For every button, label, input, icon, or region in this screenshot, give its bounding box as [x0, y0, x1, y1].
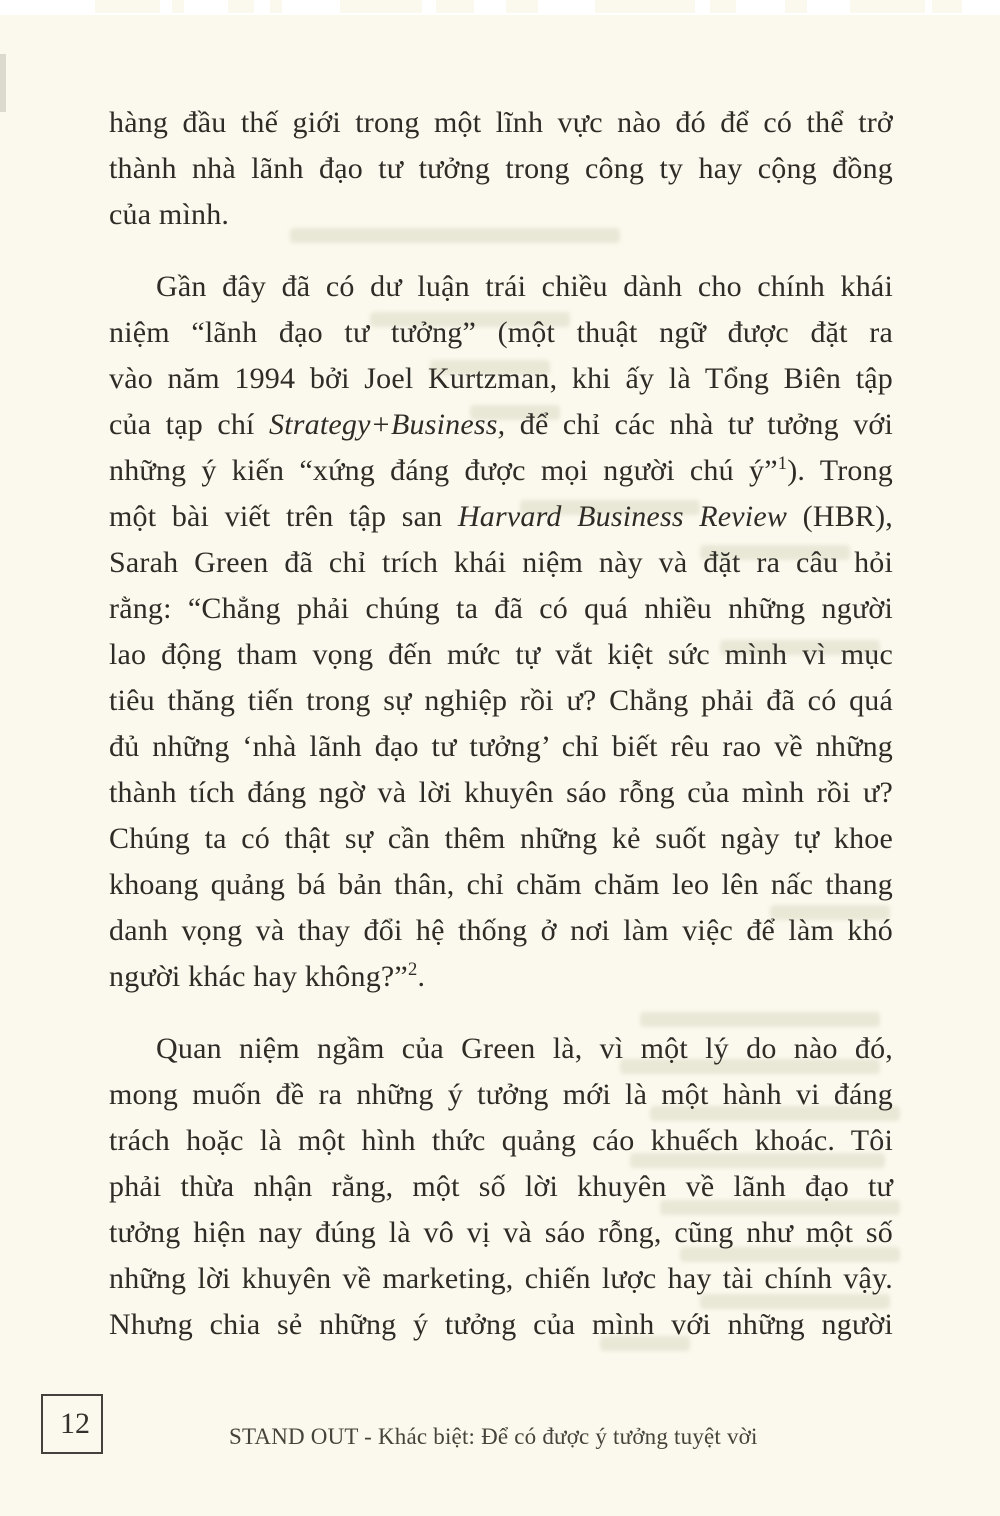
text-line	[109, 264, 893, 310]
page-edge-dash	[95, 0, 160, 13]
text-line	[109, 402, 893, 448]
text-segment: .	[417, 960, 426, 993]
page-edge-dash	[270, 0, 282, 13]
text-line	[109, 908, 893, 954]
text-segment: người khác hay không?”	[109, 960, 408, 993]
page-edge-dash	[436, 0, 474, 13]
text-line	[109, 448, 893, 494]
page-edge-dash	[850, 0, 925, 13]
text-segment: hàng đầu thế giới trong một lĩnh vực nào đó để có thể trở	[109, 106, 893, 139]
text-segment: tưởng hiện nay đúng là vô vị và sáo rỗng, cũng như một số	[109, 1216, 893, 1249]
page-edge-dash	[932, 0, 962, 13]
text-segment: của mình.	[109, 198, 230, 231]
page-edge-dash	[340, 0, 422, 13]
text-segment: thành nhà lãnh đạo tư tưởng trong công ty hay cộng đồng	[109, 152, 893, 185]
paragraph	[109, 100, 893, 238]
text-segment: Chúng ta có thật sự cần thêm những kẻ suốt ngày tự khoe	[109, 822, 893, 855]
text-segment: một bài viết trên tập san	[109, 500, 458, 533]
text-line	[109, 954, 893, 1000]
text-segment: trách hoặc là một hình thức quảng cáo khuếch khoác. Tôi	[109, 1124, 893, 1157]
text-segment: những lời khuyên về marketing, chiến lược hay tài chính vậy.	[109, 1262, 893, 1295]
text-line	[109, 146, 893, 192]
text-line	[109, 678, 893, 724]
scan-edge-artifact	[0, 54, 6, 112]
text-line	[109, 724, 893, 770]
scan-edge-artifact	[0, 0, 1000, 15]
text-line	[109, 862, 893, 908]
text-line	[109, 1118, 893, 1164]
text-line	[109, 1072, 893, 1118]
text-segment: Strategy+Business,	[269, 408, 506, 441]
page-edge-dash	[595, 0, 695, 13]
text-segment: của tạp chí	[109, 408, 270, 441]
text-segment: vào năm 1994 bởi Joel Kurtzman, khi ấy là Tổng Biên tập	[109, 362, 893, 395]
text-line	[109, 1256, 893, 1302]
body-text	[109, 100, 893, 1348]
text-line	[109, 632, 893, 678]
page-edge-dash	[785, 0, 807, 13]
text-line	[109, 540, 893, 586]
text-segment: thành tích đáng ngờ và lời khuyên sáo rỗng của mình rồi ư?	[109, 776, 893, 809]
text-segment: Quan niệm ngầm của Green là, vì một lý do nào đó,	[156, 1032, 893, 1065]
text-line	[109, 356, 893, 402]
text-segment: danh vọng và thay đổi hệ thống ở nơi làm việc để làm khó	[109, 914, 893, 947]
text-segment: đủ những ‘nhà lãnh đạo tư tưởng’ chỉ biết rêu rao về những	[109, 730, 893, 763]
text-line	[109, 494, 893, 540]
footnote-ref: 1	[777, 453, 788, 474]
text-segment: Gần đây đã có dư luận trái chiều dành cho chính khái	[156, 270, 893, 303]
page-edge-dash	[172, 0, 184, 13]
page-edge-dash	[228, 0, 254, 13]
text-line	[109, 1302, 893, 1348]
text-segment: tiêu thăng tiến trong sự nghiệp rồi ư? Chẳng phải đã có quá	[109, 684, 893, 717]
text-segment: (HBR),	[787, 500, 893, 533]
page-edge-dash	[710, 0, 736, 13]
text-line	[109, 1026, 893, 1072]
text-line	[109, 1164, 893, 1210]
text-segment: ). Trong	[787, 454, 893, 487]
paragraph	[109, 1026, 893, 1348]
text-line	[109, 586, 893, 632]
text-segment: rằng: “Chẳng phải chúng ta đã có quá nhiều những người	[109, 592, 893, 625]
page-number: 12	[60, 1407, 90, 1440]
text-segment: Sarah Green đã chỉ trích khái niệm này và đặt ra câu hỏi	[109, 546, 893, 579]
text-line	[109, 770, 893, 816]
text-segment: những ý kiến “xứng đáng được mọi người chú ý”	[109, 454, 778, 487]
text-segment: mong muốn đề ra những ý tưởng mới là một hành vi đáng	[109, 1078, 893, 1111]
footnote-ref: 2	[407, 959, 418, 980]
text-segment: Harvard Business Review	[457, 500, 788, 533]
text-line	[109, 100, 893, 146]
text-segment: khoang quảng bá bản thân, chỉ chăm chăm leo lên nấc thang	[109, 868, 893, 901]
text-segment: lao động tham vọng đến mức tự vắt kiệt sức mình vì mục	[109, 638, 893, 671]
text-line	[109, 192, 893, 238]
page-number-box	[41, 1394, 103, 1454]
text-segment: phải thừa nhận rằng, một số lời khuyên về lãnh đạo tư	[109, 1170, 893, 1203]
text-segment: Nhưng chia sẻ những ý tưởng của mình với những người	[109, 1308, 893, 1341]
text-line	[109, 816, 893, 862]
text-segment: để chỉ các nhà tư tưởng với	[505, 408, 893, 441]
page-edge-dash	[506, 0, 538, 13]
paragraph	[109, 264, 893, 1000]
text-segment: niệm “lãnh đạo tư tưởng” (một thuật ngữ được đặt ra	[109, 316, 893, 349]
text-line	[109, 310, 893, 356]
text-line	[109, 1210, 893, 1256]
footer-running-title: STAND OUT - Khác biệt: Để có được ý tưởng tuyệt vời	[229, 1424, 758, 1449]
